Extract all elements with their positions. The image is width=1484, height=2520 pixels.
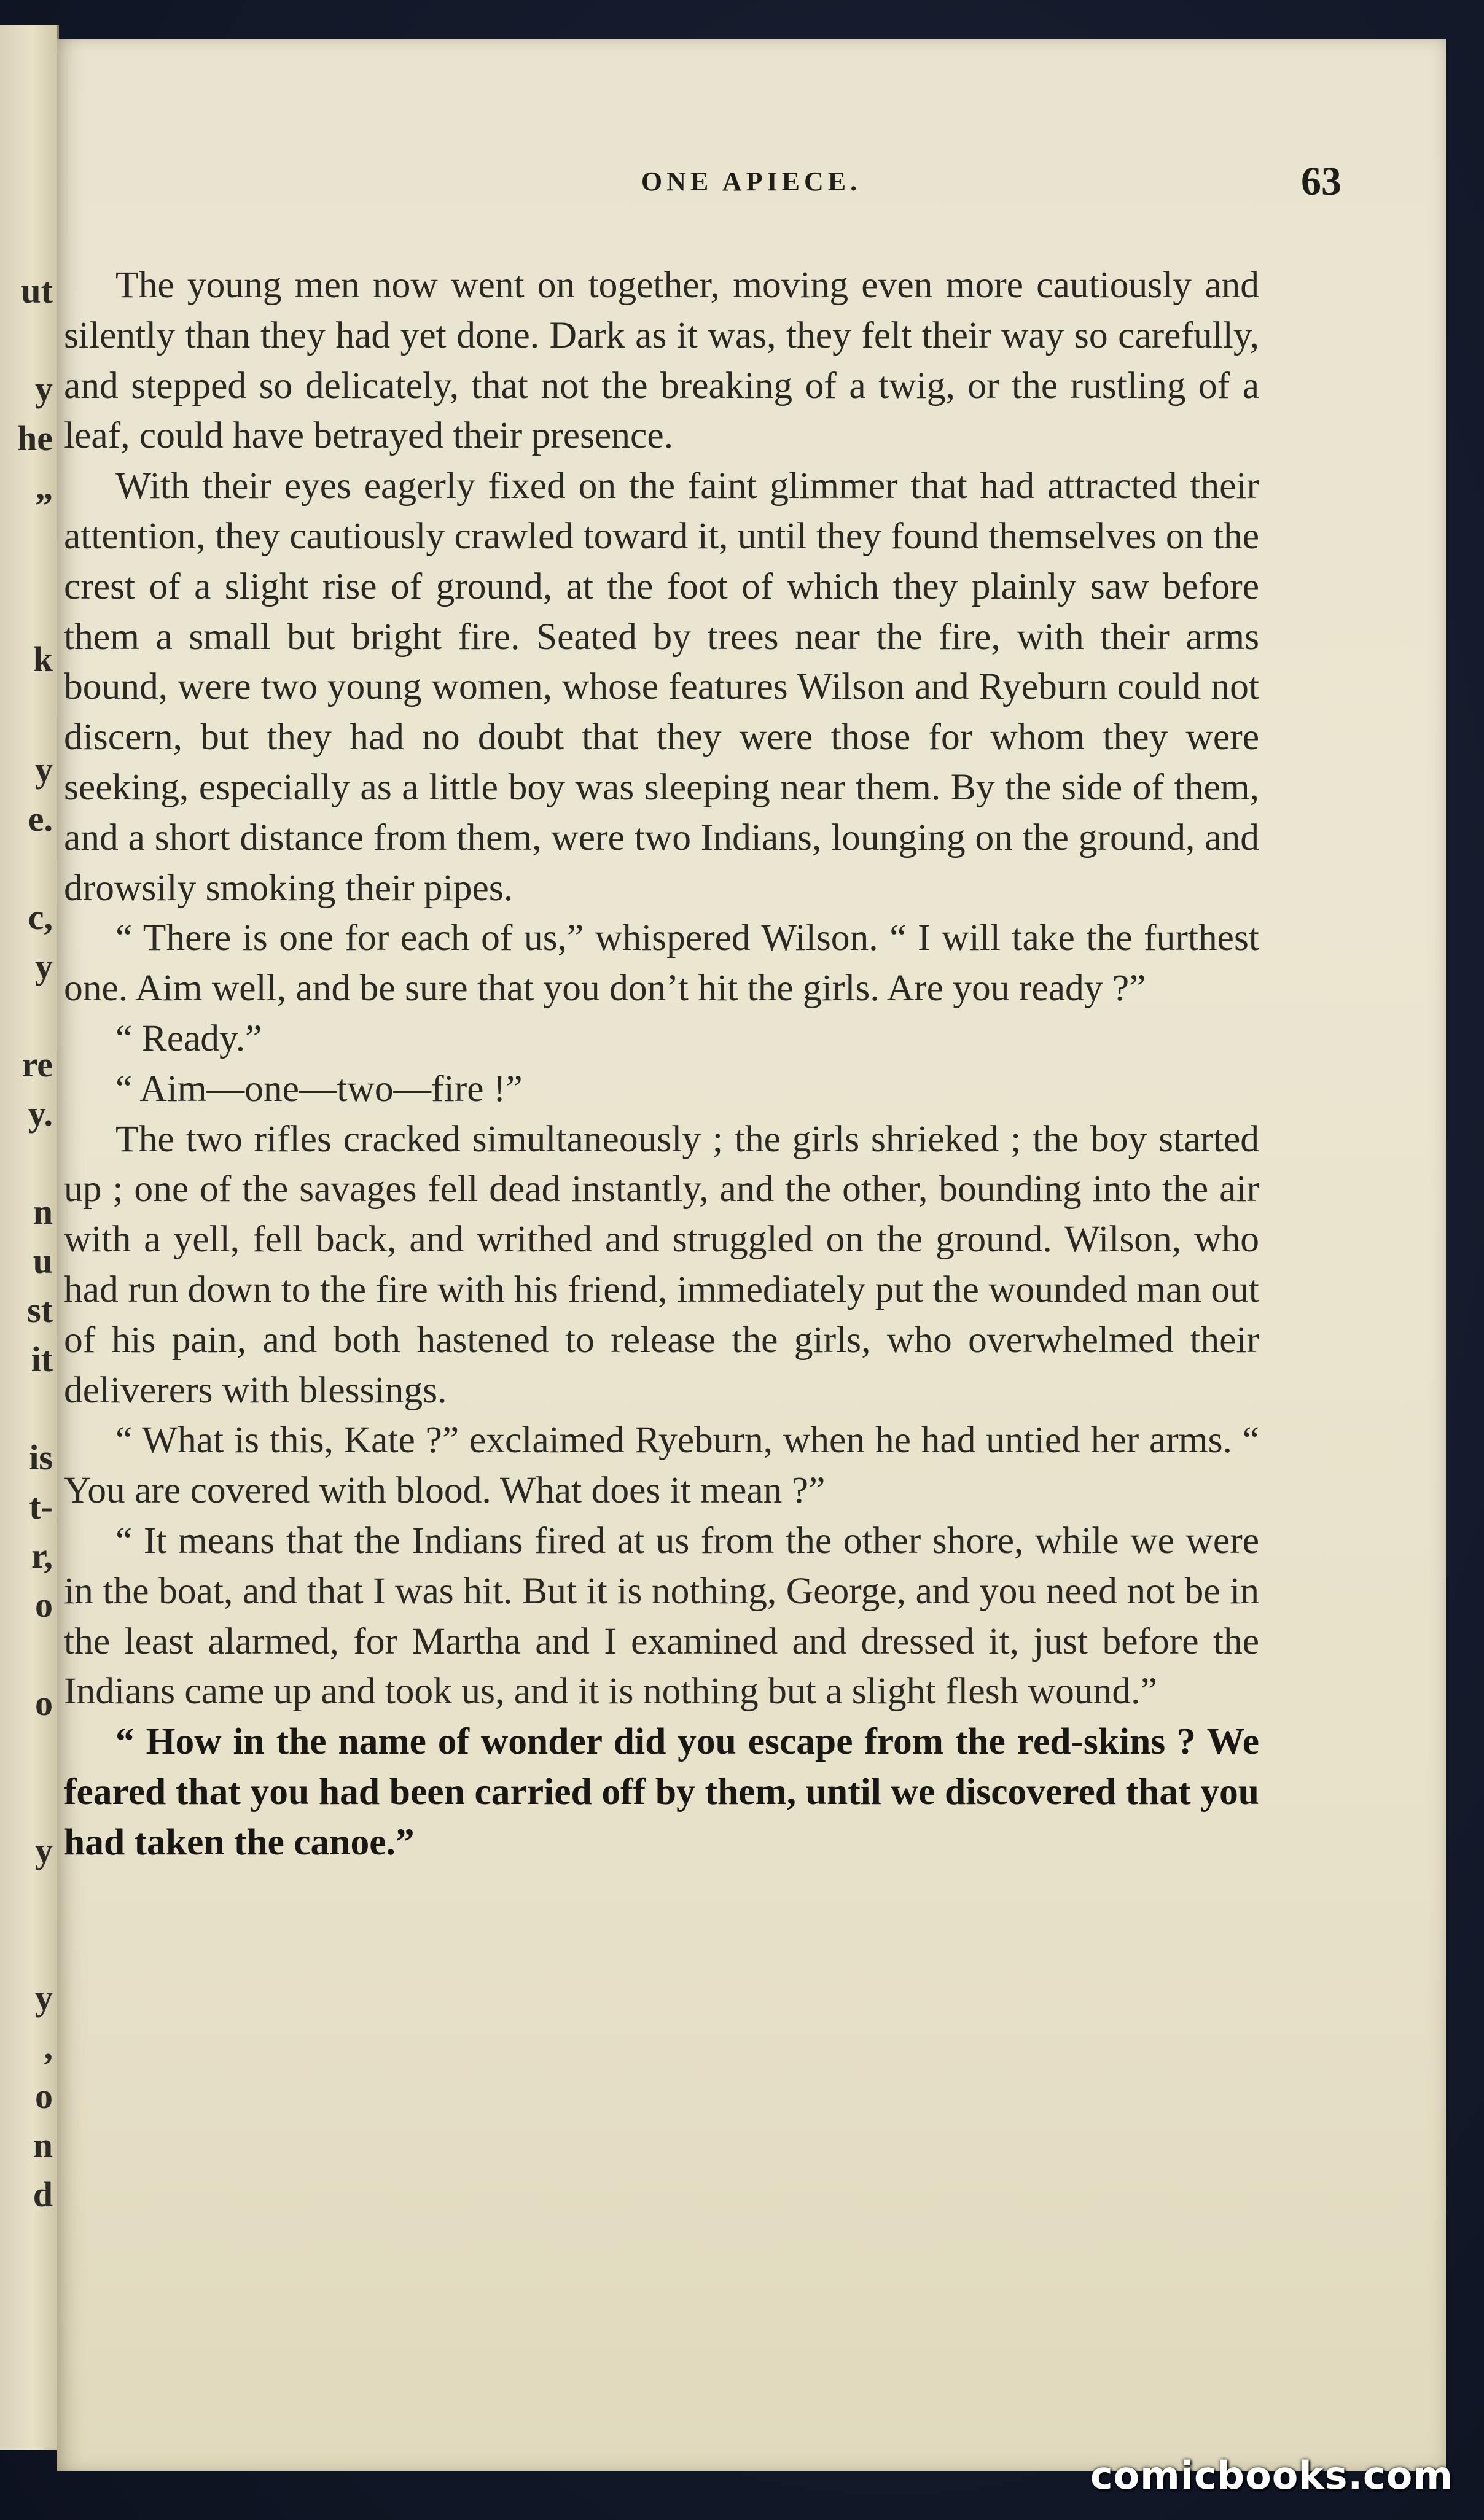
previous-page-fragment: is bbox=[29, 1437, 53, 1477]
paragraph: With their eyes eagerly fixed on the faint glimmer that had attracted their attention, they cautiously crawled toward it, until they found themselves on the crest of a slight rise of ground, at the foot of which they plainly saw before them a small but bright fire. Seated by trees near the fire, with their arms bound, were two young women, whose features Wilson and Ryeburn could not discern, but they had no doubt that they were those for whom they were seeking, especially as a little boy was sleeping near them. By the side of them, and a short distance from them, were two Indians, lounging on the ground, and drowsily smoking their pipes. bbox=[64, 465, 1259, 909]
previous-page-fragment: y bbox=[35, 369, 53, 409]
previous-page-fragment: k bbox=[33, 639, 53, 679]
previous-page-fragment: o bbox=[35, 1585, 53, 1625]
previous-page-fragment: t- bbox=[29, 1487, 53, 1526]
paragraph: “ It means that the Indians fired at us from the other shore, while we were in the boat, and that I was hit. But it is nothing, George, and you need not be in the least alarmed, for Martha and I examined and dressed it, just before the Indians came up and took us, and it is nothing but a slight flesh wound.” bbox=[64, 1519, 1259, 1713]
previous-page-fragment: e. bbox=[28, 799, 53, 839]
book-page bbox=[57, 39, 1446, 2471]
page-header bbox=[57, 159, 1446, 221]
running-head: ONE APIECE. bbox=[641, 166, 862, 196]
paragraph: “ There is one for each of us,” whispered Wilson. “ I will take the furthest one. Aim well, and be sure that you don’t hit the girls. Are you ready ?” bbox=[64, 917, 1259, 1009]
paragraph: “ What is this, Kate ?” exclaimed Ryeburn, when he had untied her arms. “ You are covered with blood. What does it mean ?” bbox=[64, 1419, 1259, 1512]
previous-page-fragment: y bbox=[35, 1978, 53, 2018]
previous-page-fragment: y bbox=[35, 1830, 53, 1870]
previous-page-fragment: he bbox=[17, 418, 53, 458]
body-text bbox=[64, 260, 1259, 1868]
previous-page-fragment: y bbox=[35, 946, 53, 986]
previous-page-fragment: ” bbox=[35, 486, 53, 526]
previous-page-fragment: o bbox=[35, 1683, 53, 1723]
previous-page-fragment: st bbox=[27, 1290, 53, 1330]
page-number: 63 bbox=[1301, 159, 1341, 204]
previous-page-fragment: u bbox=[33, 1241, 53, 1281]
previous-page-fragment: n bbox=[33, 2125, 53, 2165]
previous-page-fragment: o bbox=[35, 2076, 53, 2116]
previous-page-fragment: y bbox=[35, 750, 53, 790]
previous-page-fragment: , bbox=[44, 2027, 53, 2067]
previous-page-fragment: it bbox=[31, 1339, 53, 1379]
previous-page-fragment: ut bbox=[21, 271, 53, 311]
paragraph: “ How in the name of wonder did you escape from the red-skins ? We feared that you had been carried off by them, until we discovered that you had taken the canoe.” bbox=[64, 1721, 1259, 1863]
watermark: comicbooks.com bbox=[1090, 2453, 1453, 2498]
previous-page-fragment: r, bbox=[31, 1536, 53, 1576]
previous-page-edge bbox=[0, 25, 59, 2450]
paragraph: The young men now went on together, moving even more cautiously and silently than they had yet done. Dark as it was, they felt their way so carefully, and stepped so delicately, that not the breaking of a twig, or the rustling of a leaf, could have betrayed their presence. bbox=[64, 264, 1259, 457]
paragraph: “ Aim—one—two—fire !” bbox=[115, 1067, 523, 1110]
previous-page-fragment: d bbox=[33, 2174, 53, 2214]
paragraph: “ Ready.” bbox=[115, 1017, 262, 1059]
previous-page-fragment: c, bbox=[28, 897, 53, 937]
previous-page-fragment: n bbox=[33, 1192, 53, 1232]
paragraph: The two rifles cracked simultaneously ; the girls shrieked ; the boy started up ; one of the savages fell dead instantly, and the other, bounding into the air with a yell, fell back, and writhed and struggled on the ground. Wilson, who had run down to the fire with his friend, immediately put the wounded man out of his pain, and both hastened to release the girls, who overwhelmed their deliverers with blessings. bbox=[64, 1118, 1259, 1411]
previous-page-fragment: re bbox=[21, 1044, 53, 1084]
previous-page-fragment: y. bbox=[28, 1094, 53, 1134]
